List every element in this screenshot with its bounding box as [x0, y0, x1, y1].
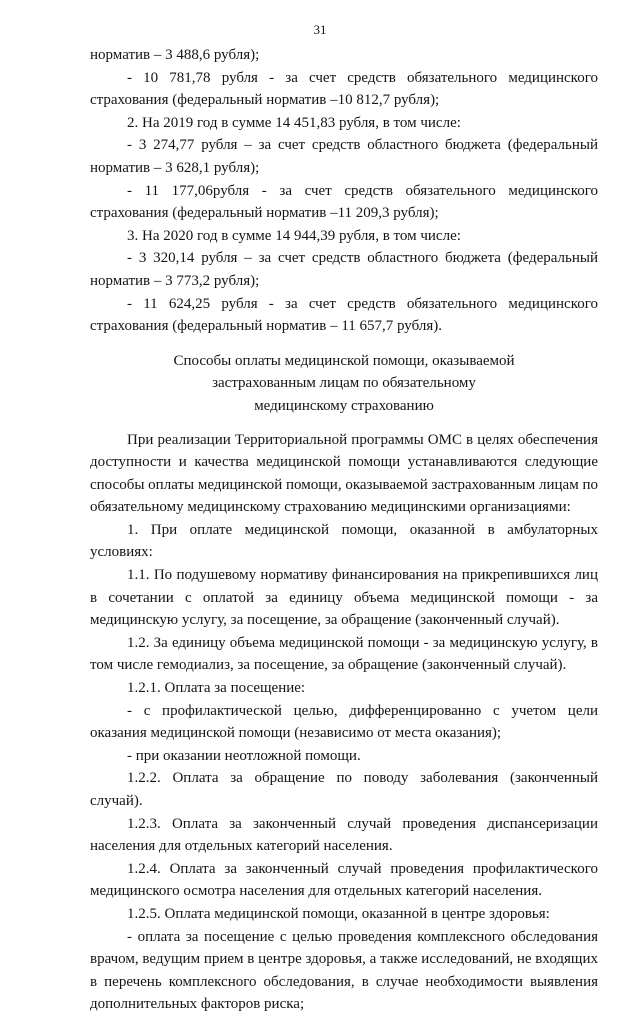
paragraph: - 11 624,25 рубля - за счет средств обязательного медицинского страхования (федеральный норматив – 11 657,7 рубля).	[90, 295, 598, 335]
paragraph: 1.1. По подушевому нормативу финансирования на прикрепившихся лиц в сочетании с оплатой за единицу объема медицинской помощи - за медицинскую услугу, за посещение, за обращение (законченный случай).	[90, 567, 598, 629]
heading-line: застрахованным лицам по обязательному	[212, 375, 476, 392]
paragraph: - при оказании неотложной помощи.	[127, 747, 361, 764]
paragraph: 1.2.1. Оплата за посещение:	[127, 680, 306, 697]
paragraph: - оплата за посещение с целью проведения комплексного обследования врачом, ведущим прием в центре здоровья, а также исследований, не входящих в перечень комплексного обследования, в случае необходимости выявления дополнительных факторов риска;	[90, 928, 598, 1013]
paragraph: - 3 274,77 рубля – за счет средств областного бюджета (федеральный норматив – 3 628,1 рубля);	[90, 137, 598, 176]
paragraph: 1.2.5. Оплата медицинской помощи, оказанной в центре здоровья:	[127, 905, 550, 922]
paragraph: 3. На 2020 год в сумме 14 944,39 рубля, в том числе:	[127, 227, 461, 244]
paragraph: 2. На 2019 год в сумме 14 451,83 рубля, в том числе:	[127, 114, 461, 131]
paragraph: 1.2.4. Оплата за законченный случай проведения профилактического медицинского осмотра населения для отдельных категорий населения.	[90, 860, 598, 900]
page-content	[90, 44, 598, 1016]
page-number: 31	[313, 22, 327, 37]
paragraph: 1. При оплате медицинской помощи, оказанной в амбулаторных условиях:	[90, 521, 598, 561]
paragraph: - с профилактической целью, дифференцированно с учетом цели оказания медицинской помощи (независимо от места оказания);	[90, 702, 598, 742]
section-heading	[90, 350, 598, 418]
paragraph: - 3 320,14 рубля – за счет средств областного бюджета (федеральный норматив – 3 773,2 рубля);	[90, 250, 598, 289]
paragraph: При реализации Территориальной программы ОМС в целях обеспечения доступности и качества медицинской помощи устанавливаются следующие способы оплаты медицинской помощи, оказываемой застрахованным лицам по обязательному медицинскому страхованию медицинскими организациями:	[90, 431, 598, 516]
paragraph: 1.2.3. Оплата за законченный случай проведения диспансеризации населения для отдельных категорий населения.	[90, 815, 598, 855]
paragraph: - 10 781,78 рубля - за счет средств обязательного медицинского страхования (федеральный норматив –10 812,7 рубля);	[90, 69, 598, 109]
heading-line: медицинскому страхованию	[254, 397, 434, 414]
paragraph: - 11 177,06рубля - за счет средств обязательного медицинского страхования (федеральный норматив –11 209,3 рубля);	[90, 182, 598, 222]
payment-methods-section	[90, 429, 598, 1016]
paragraph: 1.2. За единицу объема медицинской помощи - за медицинскую услугу, в том числе гемодиализ, за посещение, за обращение (законченный случай).	[90, 634, 598, 674]
heading-line: Способы оплаты медицинской помощи, оказываемой	[173, 352, 515, 369]
paragraph: 1.2.2. Оплата за обращение по поводу заболевания (законченный случай).	[90, 770, 598, 809]
paragraph: норматив – 3 488,6 рубля);	[90, 47, 260, 63]
financing-section	[90, 44, 598, 338]
